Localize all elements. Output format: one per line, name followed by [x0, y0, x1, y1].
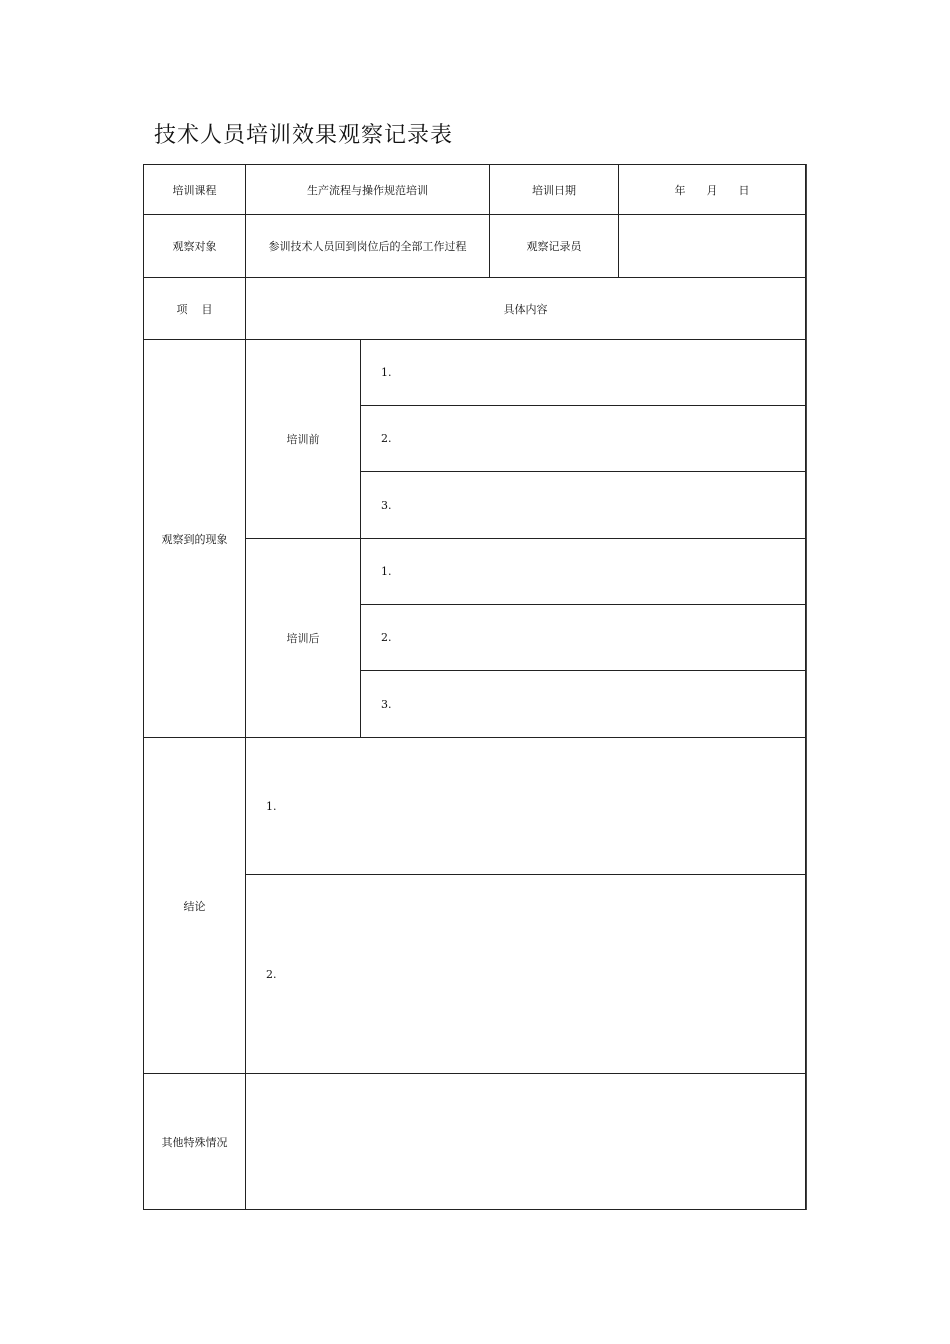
before-item-1[interactable]: 1. — [361, 340, 806, 406]
object-value[interactable]: 参训技术人员回到岗位后的全部工作过程 — [246, 215, 490, 278]
object-row — [144, 215, 806, 278]
after-item-2[interactable]: 2. — [361, 605, 806, 671]
recorder-value[interactable] — [619, 215, 806, 278]
after-item-1[interactable]: 1. — [361, 539, 806, 605]
observation-form-table — [143, 164, 806, 1210]
date-value[interactable]: 年 月 日 — [619, 165, 806, 215]
date-label: 培训日期 — [490, 165, 619, 215]
other-value[interactable] — [246, 1074, 806, 1210]
other-row — [144, 1074, 806, 1210]
other-label: 其他特殊情况 — [144, 1074, 246, 1210]
course-value[interactable]: 生产流程与操作规范培训 — [246, 165, 490, 215]
before-item-2[interactable]: 2. — [361, 406, 806, 472]
conclusion-item-2[interactable]: 2. — [246, 875, 806, 1074]
recorder-label: 观察记录员 — [490, 215, 619, 278]
before-training-label: 培训前 — [246, 340, 361, 539]
observed-label: 观察到的现象 — [144, 340, 246, 738]
column-header-row — [144, 278, 806, 340]
conclusion-item-1[interactable]: 1. — [246, 738, 806, 875]
after-training-label: 培训后 — [246, 539, 361, 738]
content-column-header: 具体内容 — [246, 278, 806, 340]
after-item-3[interactable]: 3. — [361, 671, 806, 738]
conclusion-label: 结论 — [144, 738, 246, 1074]
object-label: 观察对象 — [144, 215, 246, 278]
before-row-1 — [144, 340, 806, 406]
form-title: 技术人员培训效果观察记录表 — [154, 123, 454, 148]
item-column-header: 项 目 — [144, 278, 246, 340]
before-item-3[interactable]: 3. — [361, 472, 806, 539]
conclusion-row-1 — [144, 738, 806, 875]
course-label: 培训课程 — [144, 165, 246, 215]
course-row — [144, 165, 806, 215]
table-right-border — [806, 164, 807, 1210]
